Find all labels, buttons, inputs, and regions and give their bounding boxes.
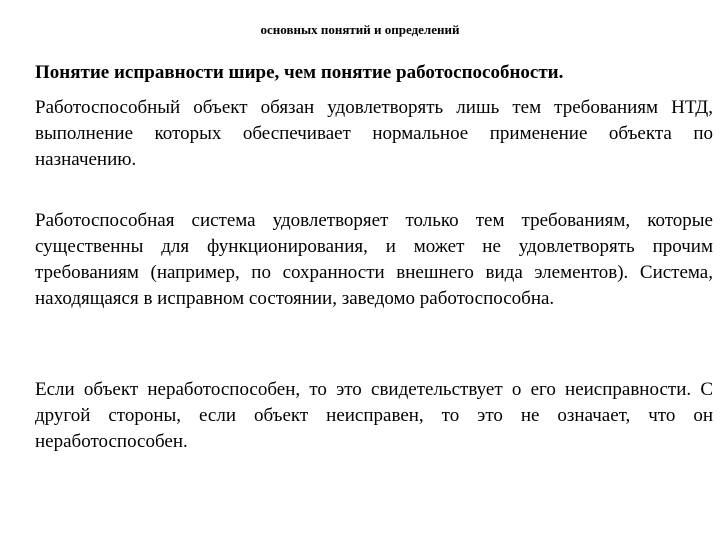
paragraph-operable-object: Работоспособный объект обязан удовлетворять лишь тем требованиям НТД, выполнение которых обеспечивает нормальное применение объекта по назначению. bbox=[35, 97, 713, 170]
paragraph-operable-system: Работоспособная система удовлетворяет только тем требованиям, которые существенны для функционирования, и может не удовлетворять прочим требованиям (например, по сохранности внешнего вида элементов). Система, находящаяся в исправном состоянии, заведомо работоспособна. bbox=[35, 210, 713, 309]
lead-statement: Понятие исправности шире, чем понятие работоспособности. bbox=[35, 62, 564, 83]
paragraph-inoperable-object: Если объект неработоспособен, то это свидетельствует о его неисправности. С другой стороны, если объект неисправен, то это не означает, что он неработоспособен. bbox=[35, 379, 713, 452]
slide-title: основных понятий и определений bbox=[260, 22, 460, 37]
